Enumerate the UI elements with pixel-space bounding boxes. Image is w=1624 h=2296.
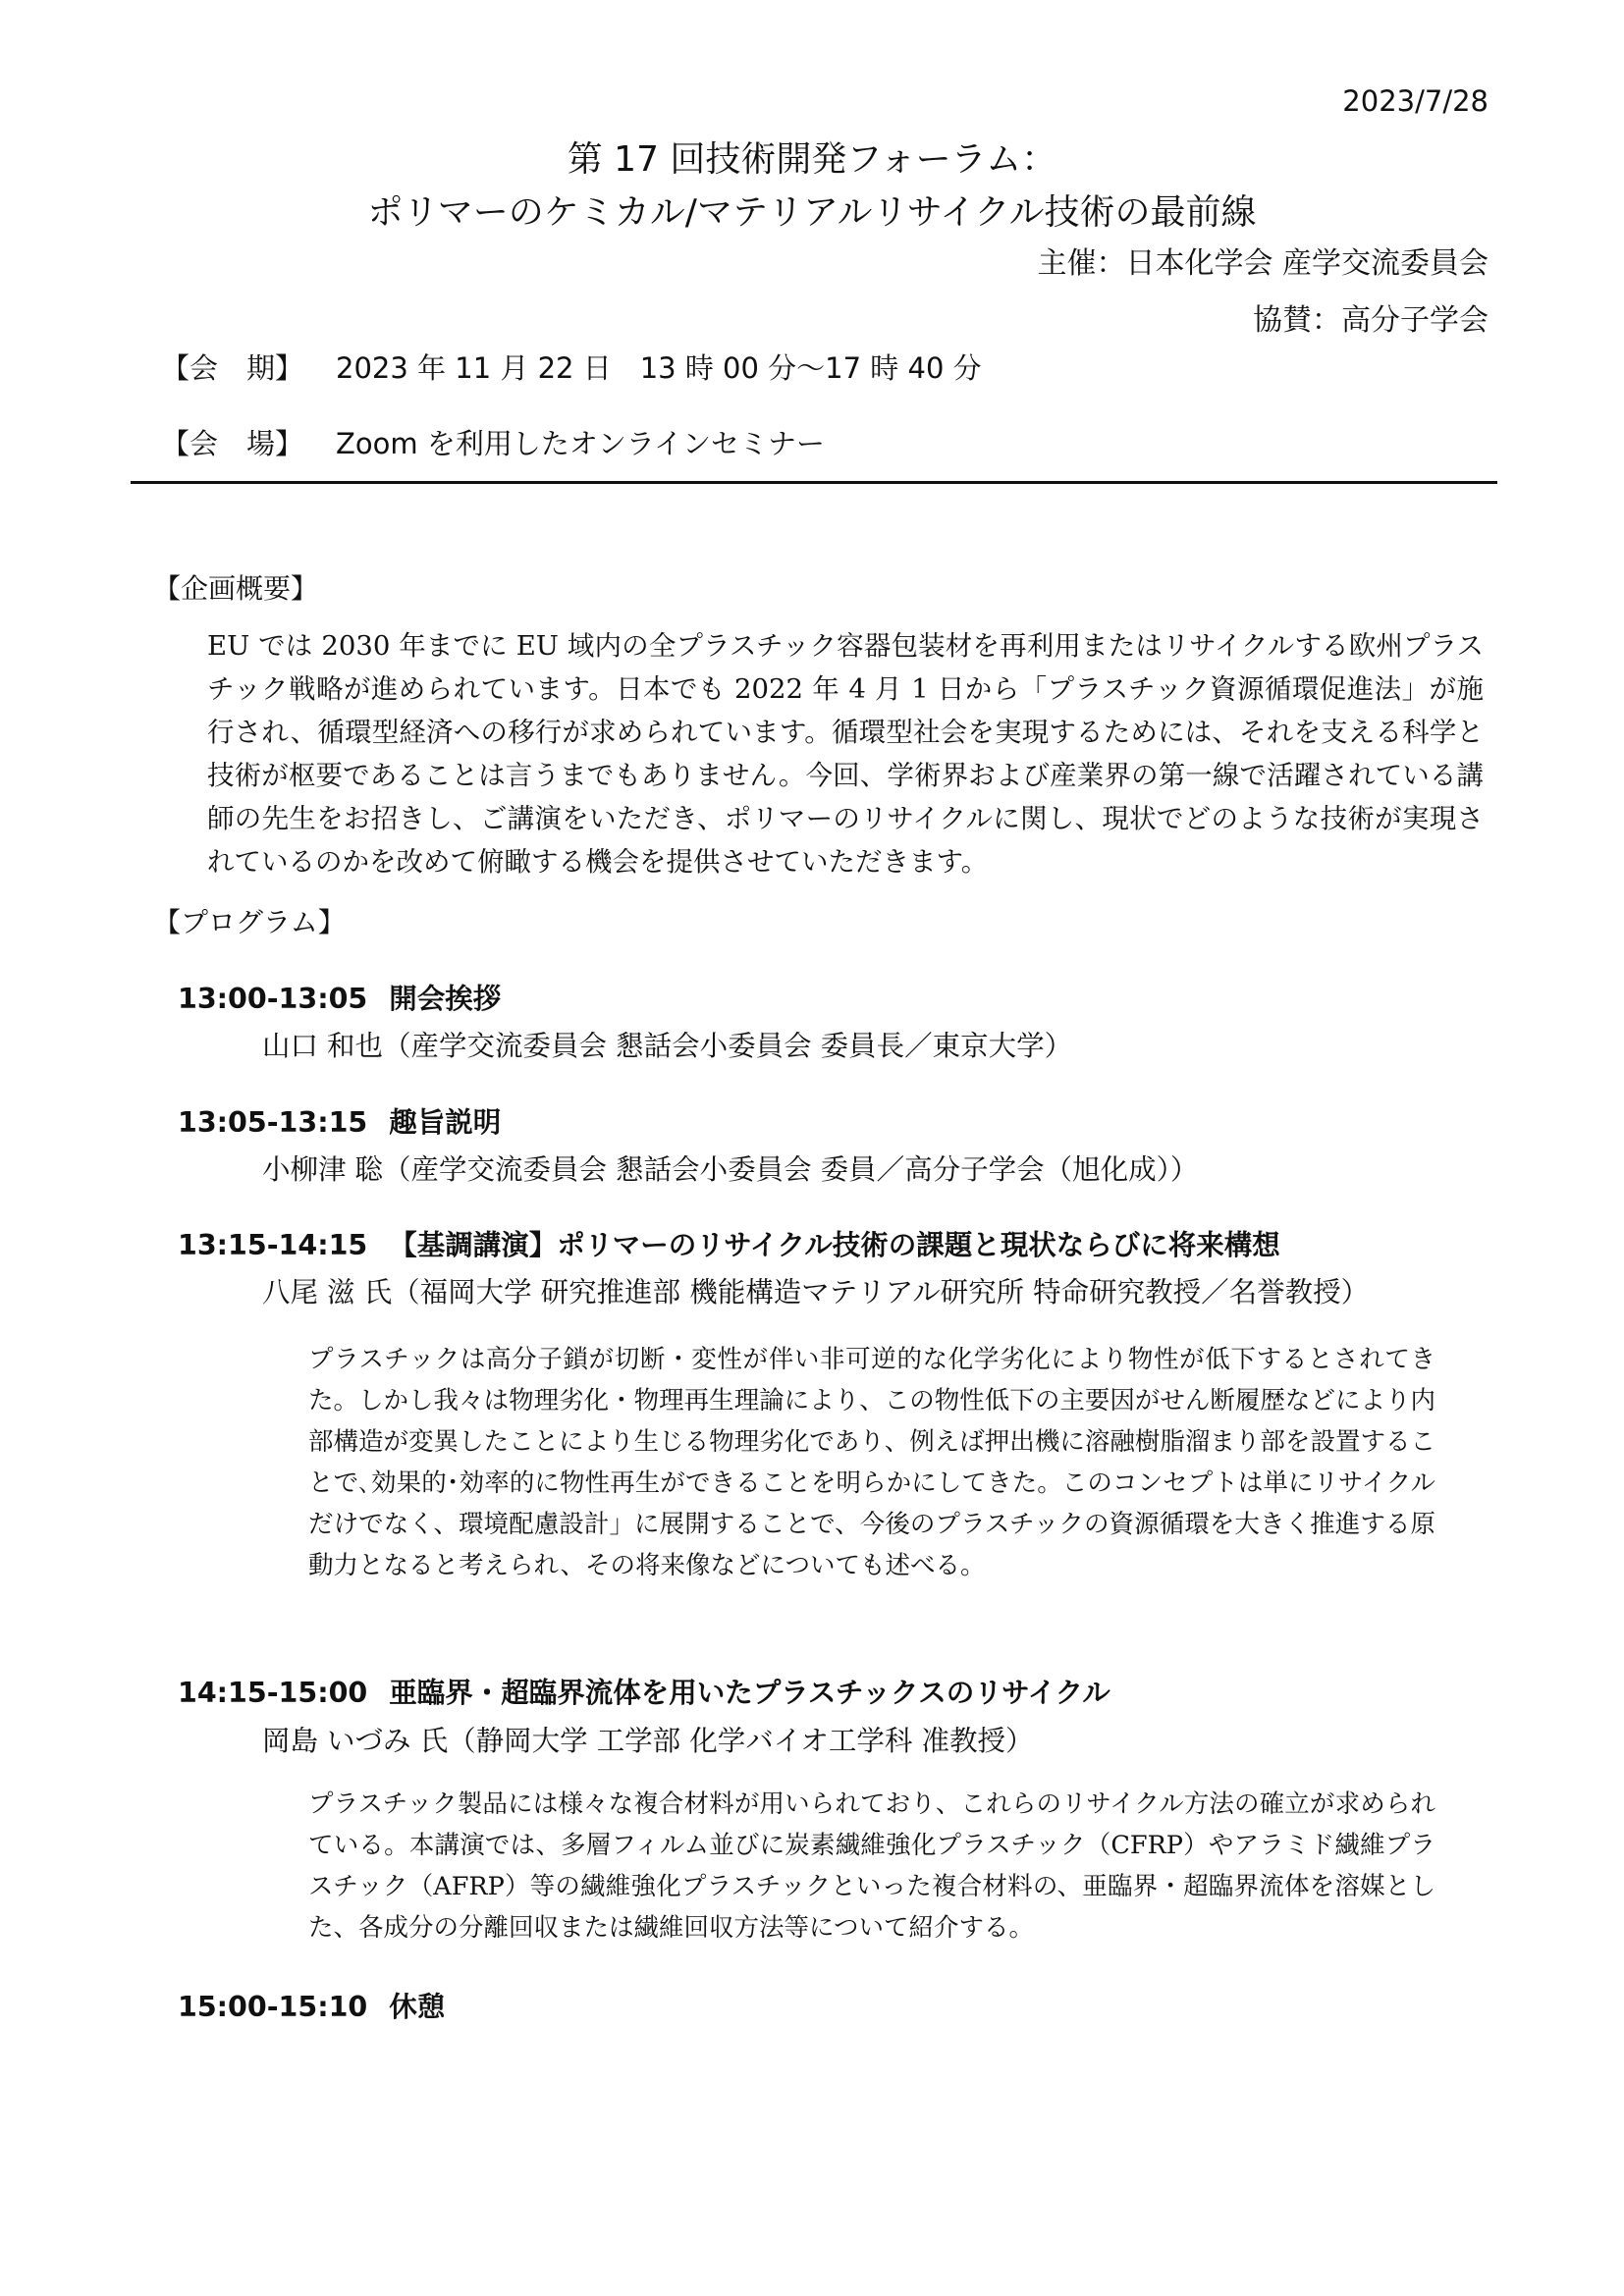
venue-value: Zoom を利用したオンラインセミナー: [336, 427, 825, 460]
session-time: 14:15-15:00: [178, 1677, 368, 1709]
session-name: 趣旨説明: [389, 1106, 502, 1139]
session-title: [178, 1985, 445, 2025]
info-row-venue: [161, 422, 825, 462]
date-label: 【会 期】: [161, 351, 304, 385]
session-name: 開会挨拶: [389, 983, 502, 1015]
cosponsor: 協賛：高分子学会: [1253, 303, 1489, 338]
session-title: [178, 1671, 1110, 1711]
session-time: 15:00-15:10: [178, 1991, 368, 2023]
session-title: [178, 1223, 1280, 1263]
session-abstract: プラスチック製品には様々な複合材料が用いられており、これらのリサイクル方法の確立が求められている。本講演では、多層フィルム並びに炭素繊維強化プラスチック（CFRP）やアラミド繊維プラスチック（AFRP）等の繊維強化プラスチックといった複合材料の、亜臨界・超臨界流体を溶媒とした、各成分の分離回収または繊維回収方法等について紹介する。: [308, 1789, 1435, 1943]
venue-label: 【会 場】: [161, 427, 304, 460]
organizer: 主催：日本化学会 産学交流委員会: [1037, 246, 1489, 281]
section-divider: [131, 481, 1497, 484]
session-name: 休憩: [389, 1991, 446, 2023]
forum-title-line-1: 第 17 回技術開発フォーラム：: [567, 139, 1057, 180]
session-speaker: 八尾 滋 氏（福岡大学 研究推進部 機能構造マテリアル研究所 特命研究教授／名誉教授）: [262, 1276, 1370, 1308]
overview-body: EU では 2030 年までに EU 域内の全プラスチック容器包装材を再利用またはリサイクルする欧州プラスチック戦略が進められています。日本でも 2022 年 4 月 1 日から「プラスチック資源循環促進法」が施行され、循環型経済への移行が求められています。循環型社会を実現するためには、それを支える科学と技術が枢要であることは言うまでもありません。今回、学術界および産業界の第一線で活躍されている講師の先生をお招きし、ご講演をいただき、ポリマーのリサイクルに関し、現状でどのような技術が実現されているのかを改めて俯瞰する機会を提供させていただきます。: [207, 630, 1484, 878]
document-date: 2023/7/28: [1342, 84, 1489, 118]
forum-title-line-2: ポリマーのケミカル/マテリアルリサイクル技術の最前線: [367, 192, 1257, 233]
session-time: 13:05-13:15: [178, 1106, 368, 1139]
session-title: [178, 977, 501, 1017]
session-speaker: 小柳津 聡（産学交流委員会 懇話会小委員会 委員／高分子学会（旭化成））: [262, 1153, 1199, 1186]
session-speaker: 山口 和也（産学交流委員会 懇話会小委員会 委員長／東京大学）: [262, 1030, 1073, 1062]
session-speaker: 岡島 いづみ 氏（静岡大学 工学部 化学バイオ工学科 准教授）: [262, 1725, 1034, 1757]
session-name: 【基調講演】ポリマーのリサイクル技術の課題と現状ならびに将来構想: [389, 1229, 1280, 1261]
session-abstract: プラスチックは高分子鎖が切断・変性が伴い非可逆的な化学劣化により物性が低下するとされてきた。しかし我々は物理劣化・物理再生理論により、この物性低下の主要因がせん断履歴などにより内部構造が変異したことにより生じる物理劣化であり、例えば押出機に溶融樹脂溜まり部を設置することで､効果的･効率的に物性再生ができることを明らかにしてきた。このコンセプトは単にリサイクルだけでなく、環境配慮設計」に展開することで、今後のプラスチックの資源循環を大きく推進する原動力となると考えられ、その将来像などについても述べる。: [308, 1345, 1435, 1580]
overview-heading: 【企画概要】: [153, 572, 319, 605]
session-name: 亜臨界・超臨界流体を用いたプラスチックスのリサイクル: [389, 1677, 1110, 1709]
session-time: 13:15-14:15: [178, 1229, 368, 1261]
session-title: [178, 1100, 501, 1141]
info-row-date: [161, 347, 982, 387]
date-value: 2023 年 11 月 22 日 13 時 00 分～17 時 40 分: [336, 351, 982, 385]
session-time: 13:00-13:05: [178, 983, 368, 1015]
program-heading: 【プログラム】: [153, 906, 346, 938]
